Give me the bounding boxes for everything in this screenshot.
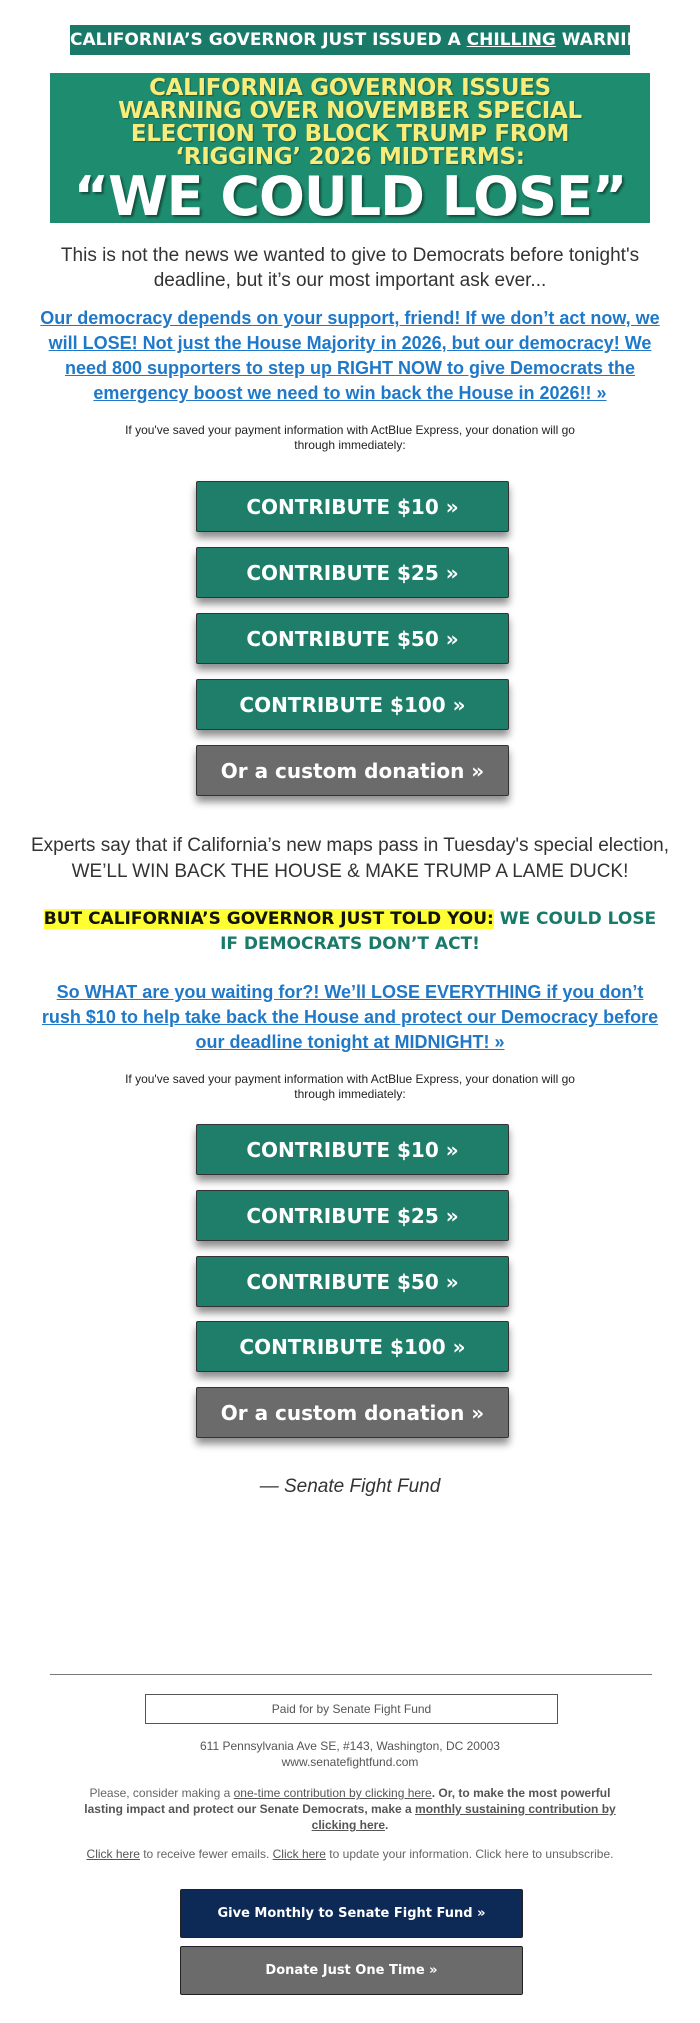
footer-address: 611 Pennsylvania Ave SE, #143, Washington, DC 20003 www.senatefightfund.com <box>150 1738 550 1770</box>
fewer-emails-link[interactable]: Click here <box>86 1847 140 1861</box>
kicker-underlined: CHILLING <box>466 30 556 50</box>
kicker-header: CALIFORNIA’S GOVERNOR JUST ISSUED A CHILLING WARNING: <box>70 25 630 55</box>
update-info-link[interactable]: Click here <box>272 1847 326 1861</box>
experts-paragraph: Experts say that if California’s new maps pass in Tuesday's special election, WE’LL WIN BACK THE HOUSE & MAKE TRUMP A LAME DUCK! <box>31 835 669 882</box>
footer-website[interactable]: www.senatefightfund.com <box>281 1755 419 1769</box>
custom-donation-button[interactable]: Or a custom donation » <box>196 745 509 796</box>
warning-highlight: BUT CALIFORNIA’S GOVERNOR JUST TOLD YOU: <box>43 909 494 929</box>
waiting-link[interactable]: So WHAT are you waiting for?! We’ll LOSE EVERYTHING if you don’t rush $10 to help take back the House and protect our Democracy before our deadline tonight at MIDNIGHT! » <box>41 982 659 1052</box>
one-time-link[interactable]: one-time contribution by clicking here <box>233 1786 432 1800</box>
contribute-25-button[interactable]: CONTRIBUTE $25 » <box>196 547 509 598</box>
warning-paragraph: BUT CALIFORNIA’S GOVERNOR JUST TOLD YOU: WE COULD LOSE IF DEMOCRATS DON’T ACT! <box>43 909 657 954</box>
contribute-10-button-2[interactable]: CONTRIBUTE $10 » <box>196 1124 509 1175</box>
donate-one-time-button[interactable]: Donate Just One Time » <box>180 1946 523 1995</box>
contribute-25-button-2[interactable]: CONTRIBUTE $25 » <box>196 1190 509 1241</box>
contribute-50-button[interactable]: CONTRIBUTE $50 » <box>196 613 509 664</box>
lead-paragraph: This is not the news we wanted to give to Democrats before tonight's deadline, but it’s our most important ask ever... <box>60 245 640 291</box>
footer-links: Click here to receive fewer emails. Click here to update your information. Click here to unsubscribe. <box>86 1847 614 1861</box>
banner-quote: “WE COULD LOSE” <box>73 165 627 228</box>
actblue-note-2: If you've saved your payment information with ActBlue Express, your donation will go through immediately: <box>125 1072 575 1101</box>
signoff: — Senate Fight Fund <box>259 1476 441 1497</box>
contribute-10-button[interactable]: CONTRIBUTE $10 » <box>196 481 509 532</box>
footer-consider: Please, consider making a one-time contribution by clicking here. Or, to make the most powerful lasting impact and protect our Senate Democrats, make a monthly sustaining contribution by clicking here. <box>84 1786 616 1832</box>
appeal-link[interactable]: Our democracy depends on your support, friend! If we don’t act now, we will LOSE! Not just the House Majority in 2026, but our democracy! We need 800 supporters to step up RIGHT NOW to give Democrats the emergency boost we need to win back the House in 2026!! » <box>40 308 660 403</box>
contribute-100-button[interactable]: CONTRIBUTE $100 » <box>196 679 509 730</box>
banner-headline: CALIFORNIA GOVERNOR ISSUES WARNING OVER NOVEMBER SPECIAL ELECTION TO BLOCK TRUMP FROM ‘RIGGING’ 2026 MIDTERMS: <box>118 75 582 170</box>
actblue-note: If you've saved your payment information with ActBlue Express, your donation will go through immediately: <box>125 423 575 452</box>
contribute-100-button-2[interactable]: CONTRIBUTE $100 » <box>196 1321 509 1372</box>
headline-banner[interactable] <box>50 73 650 228</box>
contribute-50-button-2[interactable]: CONTRIBUTE $50 » <box>196 1256 509 1307</box>
monthly-link[interactable]: monthly sustaining contribution by clicking here <box>311 1802 616 1832</box>
custom-donation-button-2[interactable]: Or a custom donation » <box>196 1387 509 1438</box>
footer-divider <box>50 1674 652 1675</box>
give-monthly-button[interactable]: Give Monthly to Senate Fight Fund » <box>180 1889 523 1938</box>
paid-for-box: Paid for by Senate Fight Fund <box>145 1694 558 1724</box>
